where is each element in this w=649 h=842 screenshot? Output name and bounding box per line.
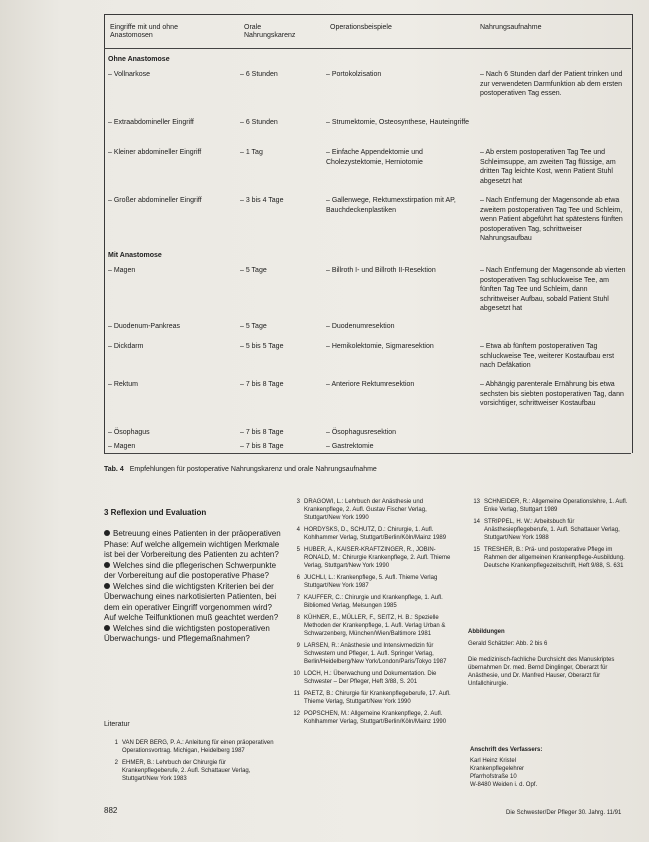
- row10-eingriff: – Magen: [108, 443, 136, 450]
- literature-column-3: [466, 498, 628, 574]
- row2-eingriff: – Extraabdomineller Eingriff: [108, 119, 194, 126]
- illustrations-title: Abbildungen: [468, 629, 505, 635]
- section-title: 3 Reflexion und Evaluation: [104, 508, 207, 517]
- question-item: Welches sind die wichtigsten postoperativen Überwachungs- und Pflegemaßnahmen?: [104, 623, 270, 643]
- bullet-icon: [104, 625, 110, 631]
- header-rule: [104, 48, 631, 49]
- bullet-icon: [104, 583, 110, 589]
- row1-karenz: – 6 Stunden: [240, 71, 278, 78]
- row10-beispiel: – Gastrektomie: [326, 443, 374, 450]
- literature-column-2: [286, 498, 461, 730]
- row2-karenz: – 6 Stunden: [240, 119, 278, 126]
- row1-aufnahme: – Nach 6 Stunden darf der Patient trinken und zur verwendeten Darmfunktion ab dem ersten postoperativen Tag essen.: [480, 71, 623, 97]
- row4-aufnahme: – Nach Entfernung der Magensonde ab etwa zweitem postoperativen Tag Tee und Schleim, wenn Patient abgeführt hat spätestens fünften postoperativen Tag, schrittweiser Nahrungsaufbau: [480, 197, 623, 242]
- row4-eingriff: – Großer abdomineller Eingriff: [108, 197, 202, 204]
- author-line: Krankenpflegelehrer: [470, 766, 525, 772]
- literature-column-1: [104, 739, 284, 787]
- literature-title: Literatur: [104, 721, 130, 728]
- row3-eingriff: – Kleiner abdomineller Eingriff: [108, 149, 202, 156]
- row8-karenz: – 7 bis 8 Tage: [240, 381, 284, 388]
- row3-beispiel: – Einfache Appendektomie und Cholezystektomie, Herniotomie: [326, 149, 423, 166]
- literature-item: 5 HUBER, A., KAISER-KRAFTZINGER, R., JOBIN-RONALD, M.: Chirurgie Krankenpflege, 2. Aufl. Thieme Verlag, Stuttgart/New York 1990: [296, 547, 451, 569]
- row8-eingriff: – Rektum: [108, 381, 138, 388]
- literature-item: 8 KÜHNER, E., MÜLLER, F., SEITZ, H. B.: Spezielle Methoden der Krankenpflege, 1. Aufl. Verlag Urban & Schwarzenberg, München/Wien/Baltimore 1981: [296, 615, 446, 637]
- author-line: Pfarrhofstraße 10: [470, 774, 517, 780]
- literature-item: 14 STRIPPEL, H. W.: Arbeitsbuch für Anästhesiepflegeberufe, 1. Aufl. Schattauer Verlag, Stuttgart/New York 1988: [473, 519, 620, 541]
- journal-footer: Die Schwester/Der Pfleger 30. Jahrg. 11/91: [506, 810, 622, 816]
- row5-aufnahme: – Nach Entfernung der Magensonde ab vierten postoperativen Tag schluckweise Tee, am fünften Tag Tee und Schleim, dann schrittweiser Aufbau, sobald Patient Stuhl abgesetzt hat: [480, 267, 626, 312]
- row7-karenz: – 5 bis 5 Tage: [240, 343, 284, 350]
- bullet-icon: [104, 562, 110, 568]
- literature-item: 15 TRESHER, B.: Prä- und postoperative Pflege im Rahmen der allgemeinen Krankenpflege-Ausbildung. Deutsche Krankenpflegezeitschrift, Heft 9/88, S. 631: [473, 547, 625, 569]
- row5-eingriff: – Magen: [108, 267, 136, 274]
- author-line: Karl Heinz Kristel: [470, 758, 517, 764]
- row1-eingriff: – Vollnarkose: [108, 71, 151, 78]
- caption-text: Empfehlungen für postoperative Nahrungskarenz und orale Nahrungsaufnahme: [129, 466, 377, 473]
- question-list: [104, 529, 284, 645]
- header-aufnahme: Nahrungsaufnahme: [480, 24, 542, 31]
- row9-eingriff: – Ösophagus: [108, 429, 150, 436]
- row3-aufnahme: – Ab erstem postoperativen Tag Tee und Schleimsuppe, am zweiten Tag flüssige, am dritten Tag leichte Kost, wenn Patient Stuhl abgesetzt hat: [480, 149, 616, 185]
- literature-item: 4 HORDYSKS, D., SCHUTZ, D.: Chirurgie, 1. Aufl. Kohlhammer Verlag, Stuttgart/Berlin/Köln/Mainz 1989: [296, 527, 447, 541]
- row9-beispiel: – Ösophagusresektion: [326, 429, 397, 436]
- row5-karenz: – 5 Tage: [240, 267, 267, 274]
- table-bottom-rule: [104, 453, 631, 454]
- literature-item: 2 EHMER, B.: Lehrbuch der Chirurgie für Krankenpflegeberufe, 2. Aufl. Schattauer Verlag, Stuttgart/New York 1983: [114, 760, 251, 782]
- literature-item: 9 LARSEN, R.: Anästhesie und Intensivmedizin für Schwestern und Pfleger, 1. Aufl. Springer Verlag, Berlin/Heidelberg/New York/London/Paris/Tokyo 1987: [296, 643, 447, 665]
- row2-beispiel: – Strumektomie, Osteosynthese, Hauteingriffe: [326, 119, 470, 126]
- row10-karenz: – 7 bis 8 Tage: [240, 443, 284, 450]
- literature-item: 6 JUCHLI, L.: Krankenpflege, 5. Aufl. Thieme Verlag Stuttgart/New York 1987: [296, 575, 438, 589]
- row8-aufnahme: – Abhängig parenterale Ernährung bis etwa sechsten bis siebten postoperativen Tag, dann vorsichtiger, schrittweiser Kostaufbau: [480, 381, 624, 407]
- author-line: W-8480 Weiden i. d. Opf.: [470, 782, 538, 788]
- table-header: [104, 18, 631, 48]
- literature-item: 3 DRAGOWI, L.: Lehrbuch der Anästhesie und Krankenpflege, 2. Aufl. Gustav Fischer Verlag, Stuttgart/New York 1990: [296, 499, 427, 521]
- row5-beispiel: – Billroth I- und Billroth II-Resektion: [326, 267, 436, 274]
- illustrations-credit: Gerald Schätzler: Abb. 2 bis 6: [468, 641, 548, 647]
- header-eingriffe: Eingriffe mit und ohne Anastomosen: [110, 24, 178, 39]
- literature-item: 11 PAETZ, B.: Chirurgie für Krankenpflegeberufe, 17. Aufl. Thieme Verlag, Stuttgart/New York 1990: [293, 691, 451, 705]
- row1-beispiel: – Portokolzisation: [326, 71, 382, 78]
- row7-aufnahme: – Etwa ab fünftem postoperativen Tag schluckweise Tee, weiterer Kostaufbau erst nach Defäkation: [480, 343, 615, 369]
- header-beispiele: Operationsbeispiele: [330, 24, 392, 31]
- author-block: [470, 746, 620, 789]
- row7-eingriff: – Dickdarm: [108, 343, 144, 350]
- table-caption: [104, 466, 624, 473]
- question-item: Welches sind die pflegerischen Schwerpunkte der Vorbereitung auf die postoperative Phase?: [104, 560, 277, 580]
- row7-beispiel: – Hemikolektomie, Sigmaresektion: [326, 343, 434, 350]
- question-item: Welches sind die wichtigsten Kriterien bei der Überwachung eines narkotisierten Patienten, bei dem ein operativer Eingriff vorgenommen wird? Auf welche Teilfunktionen muß geachtet werden?: [104, 581, 279, 622]
- literature-item: 12 POPSCHEN, M.: Allgemeine Krankenpflege, 2. Aufl. Kohlhammer Verlag, Stuttgart/Berlin/Köln/Mainz 1990: [293, 711, 447, 725]
- header-karenz: Orale Nahrungskarenz: [244, 24, 296, 39]
- illustrations-text: Die medizinisch-fachliche Durchsicht des Manuskriptes übernahmen Dr. med. Bernd Dinglinger, Oberarzt für Anästhesie, und Dr. Manfred Hauser, Oberarzt für Unfallchirurgie.: [468, 657, 615, 687]
- row4-karenz: – 3 bis 4 Tage: [240, 197, 284, 204]
- illustrations-block: [468, 628, 628, 688]
- section-ohne-anastomose: Ohne Anastomose: [108, 56, 170, 63]
- literature-item: 7 KAUFFER, C.: Chirurgie und Krankenpflege, 1. Aufl. Bibliomed Verlag, Melsungen 1985: [296, 595, 443, 609]
- literature-item: 10 LOCH, H.: Überwachung und Dokumentation. Die Schwester – Der Pfleger, Heft 3/88, S. 201: [293, 671, 437, 685]
- row9-karenz: – 7 bis 8 Tage: [240, 429, 284, 436]
- literature-item: 13 SCHNEIDER, R.: Allgemeine Operationslehre, 1. Aufl. Enke Verlag, Stuttgart 1989: [473, 499, 628, 513]
- caption-label: Tab. 4: [104, 466, 124, 473]
- row3-karenz: – 1 Tag: [240, 149, 263, 156]
- row8-beispiel: – Anteriore Rektumresektion: [326, 381, 415, 388]
- section-mit-anastomose: Mit Anastomose: [108, 252, 162, 259]
- row4-beispiel: – Gallenwege, Rektumexstirpation mit AP, Bauchdeckenplastiken: [326, 197, 456, 214]
- author-title: Anschrift des Verfassers:: [470, 747, 543, 753]
- page-number: 882: [104, 806, 118, 815]
- row6-karenz: – 5 Tage: [240, 323, 267, 330]
- row6-eingriff: – Duodenum-Pankreas: [108, 323, 180, 330]
- bullet-icon: [104, 530, 110, 536]
- row6-beispiel: – Duodenumresektion: [326, 323, 395, 330]
- literature-item: 1 VAN DER BERG, P. A.: Anleitung für einen präoperativen Operationsvortrag. Michigan, Heidelberg 1987: [114, 740, 274, 754]
- question-item: Betreuung eines Patienten in der präoperativen Phase: Auf welche allgemein wichtigen Merkmale ist bei der Vorbereitung des Patienten zu achten?: [104, 529, 281, 559]
